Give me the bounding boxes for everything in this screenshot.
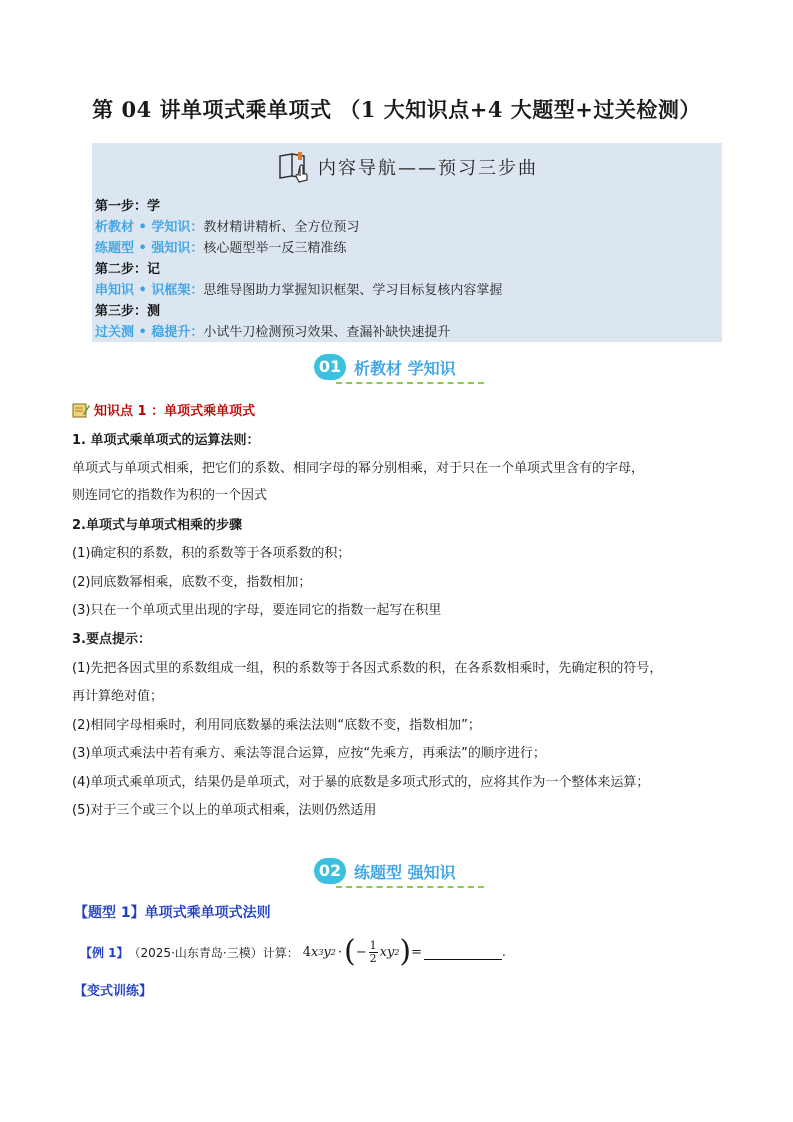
section-2-header [314, 858, 456, 884]
page-title: 第 04 讲单项式乘单项式 （1 大知识点+4 大题型+过关检测） [92, 97, 701, 122]
answer-blank[interactable] [424, 945, 502, 960]
question-type-title: 【题型 1】单项式乘单项式法则 [74, 905, 271, 921]
section-1-number: 01 [314, 354, 346, 380]
content-line: (1)确定积的系数，积的系数等于各项系数的积； [72, 546, 351, 561]
knowledge-point-label: 知识点 1 ：单项式乘单项式 [94, 404, 256, 419]
section-1-divider [336, 382, 484, 384]
content-line: 1. 单项式乘单项式的运算法则： [72, 433, 260, 448]
content-line: (3)只在一个单项式里出现的字母，要连同它的指数一起写在积里 [72, 603, 442, 618]
content-line: (2)同底数幂相乘，底数不变，指数相加； [72, 575, 312, 590]
nav-item-test: 过关测 • 稳提升：小试牛刀检测预习效果、查漏补缺快速提升 [95, 325, 451, 340]
variant-training-title: 【变式训练】 [74, 984, 153, 999]
nav-step-3: 第三步：测 [95, 304, 161, 319]
content-line: 单项式与单项式相乘，把它们的系数、相同字母的幂分别相乘，对于只在一个单项式里含有的字母， [72, 461, 645, 476]
content-line: (3)单项式乘法中若有乘方、乘法等混合运算，应按“先乘方，再乘法”的顺序进行； [72, 746, 546, 761]
example-period: . [502, 945, 506, 959]
nav-item-practice: 练题型 • 强知识：核心题型举一反三精准练 [95, 241, 347, 256]
example-1 [80, 934, 506, 969]
nav-step-1: 第一步：学 [95, 199, 161, 214]
nav-item-framework: 串知识 • 识框架：思维导图助力掌握知识框架、学习目标复核内容掌握 [95, 283, 503, 298]
content-line: 再计算绝对值； [72, 689, 164, 704]
example-source: （2025·山东青岛·三模）计算： [128, 945, 299, 960]
fraction-denominator: 2 [369, 951, 377, 965]
notebook-pencil-icon [72, 402, 90, 418]
content-line: 2.单项式与单项式相乘的步骤 [72, 518, 242, 533]
content-line: (2)相同字母相乘时，利用同底数暴的乘法法则“底数不变，指数相加”； [72, 718, 481, 733]
example-label: 【例 1】 [80, 945, 129, 960]
fraction-numerator: 1 [369, 938, 377, 952]
knowledge-point-title [72, 400, 255, 419]
nav-step-2: 第二步：记 [95, 262, 161, 277]
content-line: 则连同它的指数作为积的一个因式 [72, 488, 268, 503]
math-coef: 4 [302, 944, 311, 960]
content-line: (4)单项式乘单项式，结果仍是单项式，对于暴的底数是多项式形式的，应将其作为一个整体来运算； [72, 775, 650, 790]
section-2-number: 02 [314, 858, 346, 884]
section-2-divider [336, 886, 484, 888]
content-line: (1)先把各因式里的系数组成一组，积的系数等于各因式系数的积，在各系数相乘时，先确定积的符号， [72, 661, 663, 676]
nav-item-study: 析教材 • 学知识：教材精讲精析、全方位预习 [95, 220, 360, 235]
math-expression: 4 x 3 y 2 · ( − $\frac{1}{2}$ xy 2 ) = [302, 934, 423, 969]
content-line: 3.要点提示： [72, 632, 151, 647]
content-line: (5)对于三个或三个以上的单项式相乘，法则仍然适用 [72, 803, 377, 818]
book-pointer-icon [276, 150, 314, 184]
math-fraction [369, 940, 378, 965]
section-1-header [314, 354, 456, 380]
content-navigation-box [92, 143, 722, 342]
nav-header [92, 147, 722, 187]
section-2-label: 练题型 强知识 [354, 862, 456, 882]
section-1-label: 析教材 学知识 [354, 358, 456, 378]
nav-header-text: 内容导航——预习三步曲 [318, 158, 538, 179]
math-equals: = [411, 944, 423, 960]
